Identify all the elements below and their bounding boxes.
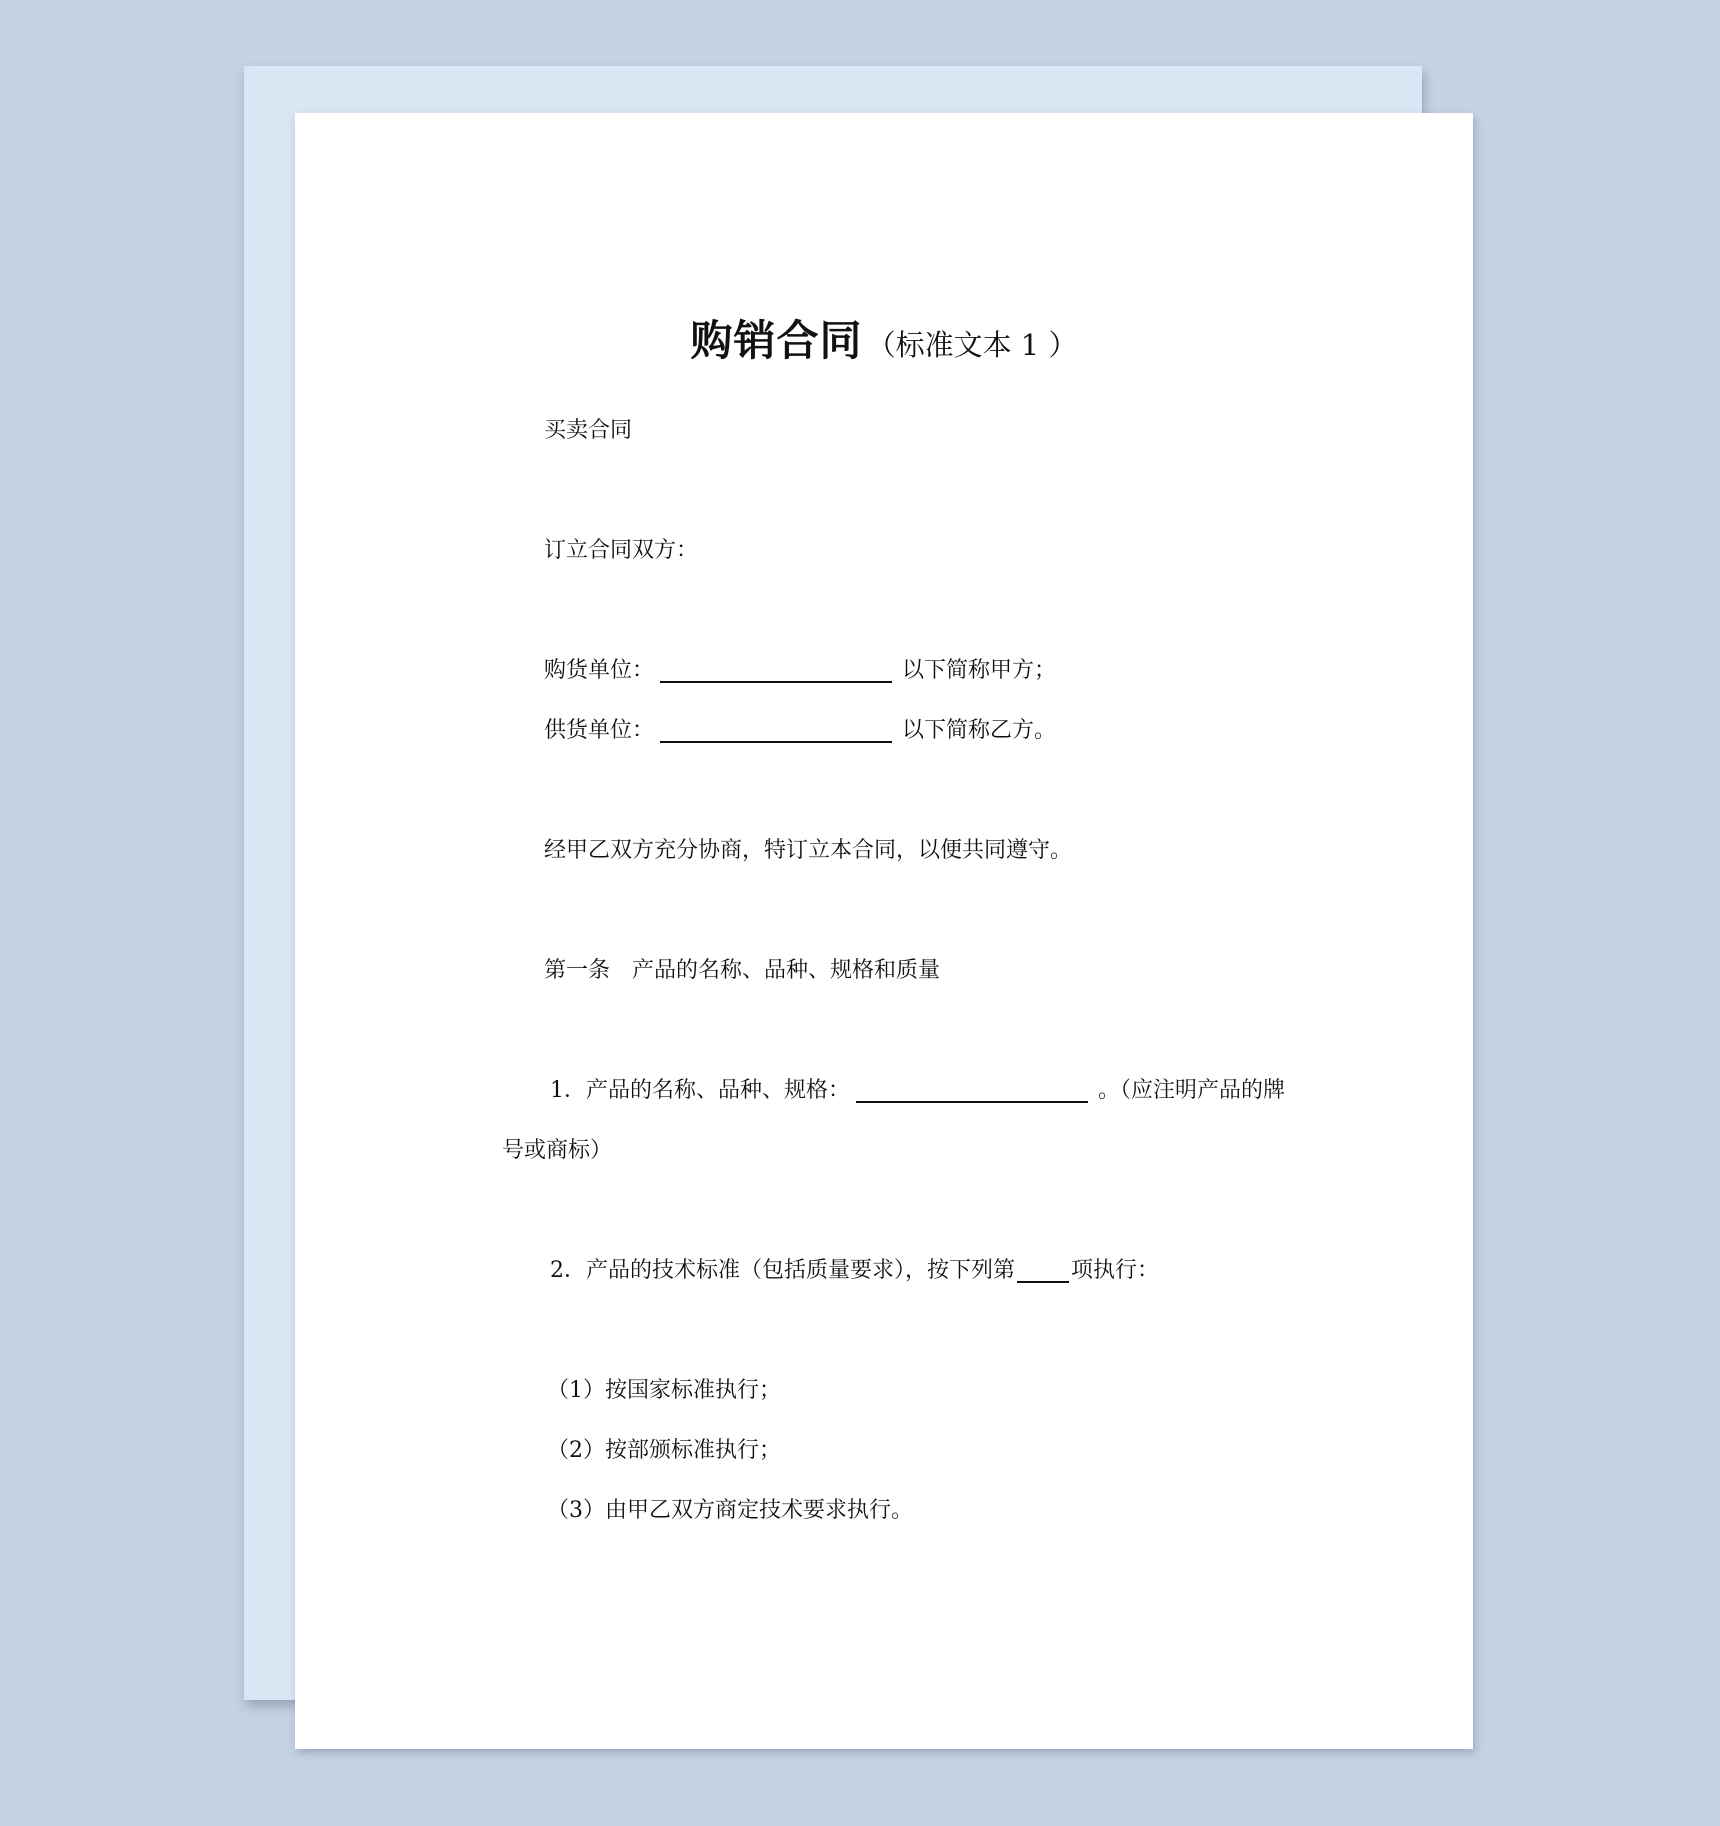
- title-main: 购销合同: [690, 316, 863, 365]
- document-title: [295, 308, 1473, 368]
- buyer-blank-field[interactable]: [660, 659, 892, 683]
- seller-suffix: 以下简称乙方。: [902, 718, 1057, 743]
- clause1-prefix: 1．产品的名称、品种、规格：: [550, 1078, 850, 1103]
- buyer-label: 购货单位：: [544, 658, 655, 683]
- clause1-continuation: 号或商标）: [502, 1138, 613, 1163]
- parties-heading: 订立合同双方：: [544, 538, 699, 563]
- buyer-line: [544, 656, 1056, 686]
- clause2-prefix: 2．产品的技术标准（包括质量要求），按下列第: [550, 1258, 1015, 1283]
- document-page: [295, 113, 1473, 1749]
- seller-blank-field[interactable]: [660, 719, 892, 743]
- seller-line: [544, 716, 1056, 746]
- clause2-line: [550, 1256, 1159, 1286]
- clause2-suffix: 项执行：: [1071, 1258, 1160, 1283]
- standard-choice-blank-field[interactable]: [1017, 1259, 1069, 1283]
- clause1-line: [550, 1076, 1285, 1106]
- clause1-suffix: 。（应注明产品的牌: [1098, 1078, 1286, 1103]
- title-suffix: （标准文本 1 ）: [866, 328, 1078, 362]
- seller-label: 供货单位：: [544, 718, 655, 743]
- option-item: （1）按国家标准执行；: [547, 1378, 781, 1403]
- contract-type-label: 买卖合同: [544, 418, 633, 443]
- option-item: （3）由甲乙双方商定技术要求执行。: [547, 1498, 913, 1523]
- preamble: 经甲乙双方充分协商，特订立本合同，以便共同遵守。: [544, 838, 1073, 863]
- article1-heading: 第一条 产品的名称、品种、规格和质量: [544, 958, 941, 983]
- buyer-suffix: 以下简称甲方；: [902, 658, 1057, 683]
- option-item: （2）按部颁标准执行；: [547, 1438, 781, 1463]
- product-name-blank-field[interactable]: [856, 1079, 1088, 1103]
